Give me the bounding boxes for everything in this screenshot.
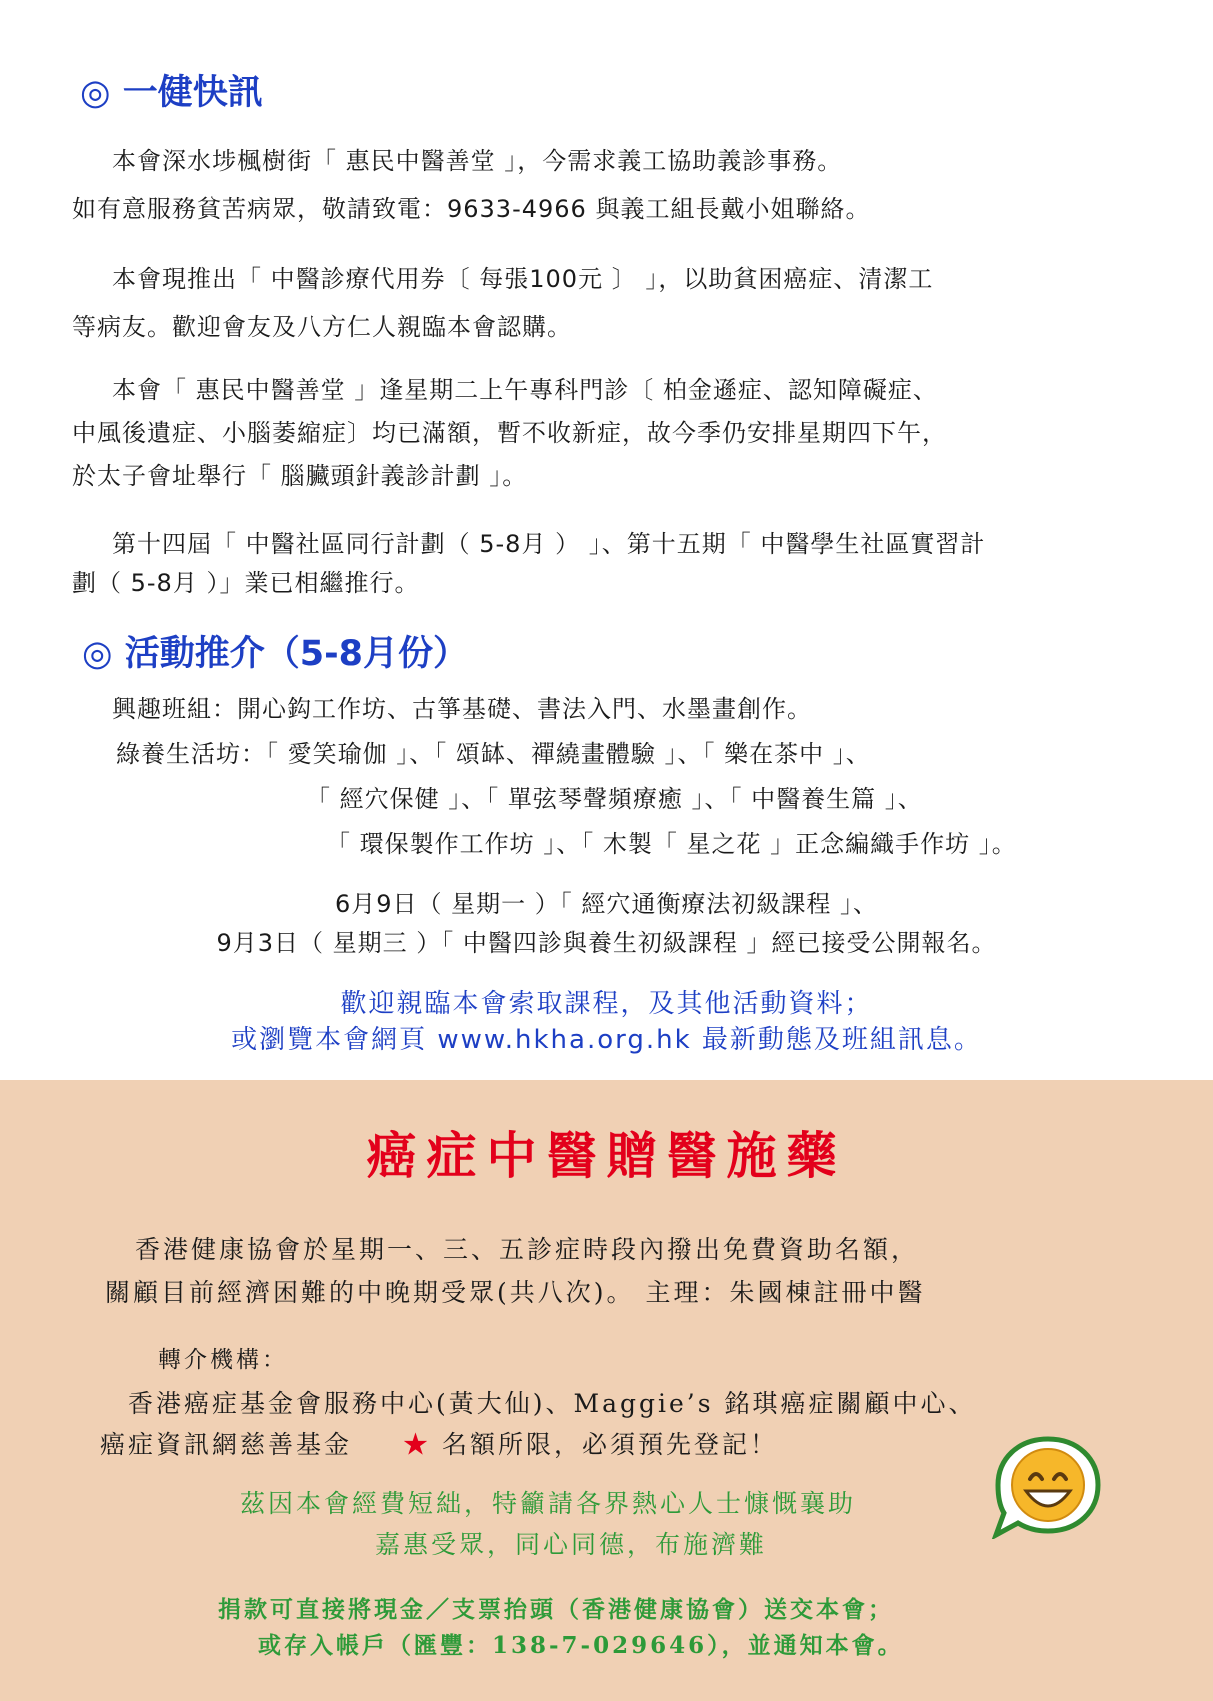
contact-invite-line-2: 或瀏覽本會網頁 www.hkha.org.hk 最新動態及班組訊息。 (231, 1025, 982, 1055)
activities-wellness-line-1: 綠養生活坊：「 愛笑瑜伽 」、「 頌缽、禪繞畫體驗 」、「 樂在茶中 」、 (116, 740, 871, 768)
referral-label: 轉介機構： (158, 1347, 288, 1373)
referral-agencies-line-2 (100, 1430, 778, 1460)
activities-wellness-line-3: 「 環保製作工作坊 」、「 木製「 星之花 」正念編織手作坊 」。 (326, 830, 1017, 858)
news-paragraph-1-line-2: 如有意服務貧苦病眾，敬請致電：9633-4966 與義工組長戴小姐聯絡。 (72, 195, 871, 223)
panel-title: 癌症中醫贈醫施藥 (366, 1126, 847, 1185)
star-icon: ★ (402, 1430, 431, 1459)
referral-agencies-line-1: 香港癌症基金會服務中心(黃大仙)、Maggie’s 銘琪癌症關顧中心、 (128, 1389, 977, 1418)
news-paragraph-2-line-2: 等病友。歡迎會友及八方仁人親臨本會認購。 (72, 313, 572, 341)
activities-wellness-line-2: 「 經穴保健 」、「 單弦琴聲頻療癒 」、「 中醫養生篇 」、 (306, 785, 923, 813)
referral-agency-name: 癌症資訊網慈善基金 (100, 1430, 353, 1459)
donation-appeal-line-2: 嘉惠受眾，同心同德，布施濟難 (375, 1530, 768, 1559)
cancer-medical-aid-panel (0, 1080, 1213, 1701)
activities-interest-classes: 興趣班組：開心鈎工作坊、古箏基礎、書法入門、水墨畫創作。 (112, 695, 812, 723)
contact-invite-line-1: 歡迎親臨本會索取課程，及其他活動資料； (340, 989, 873, 1019)
panel-intro-line-1: 香港健康協會於星期一、三、五診症時段內撥出免費資助名額， (135, 1235, 920, 1264)
panel-intro-line-2: 關顧目前經濟困難的中晚期受眾(共八次)。 主理：朱國棟註冊中醫 (105, 1278, 926, 1307)
news-paragraph-4-line-2: 劃（ 5-8月 ）」業已相繼推行。 (72, 569, 420, 597)
course-announcement-line-1: 6月9日（ 星期一 ）「 經穴通衡療法初級課程 」、 (334, 890, 879, 918)
smiling-emoji-speech-bubble-icon (990, 1435, 1102, 1539)
section-heading-activities: ◎ 活動推介（5-8月份） (82, 634, 468, 674)
course-announcement-line-2: 9月3日（ 星期三 ）「 中醫四診與養生初級課程 」經已接受公開報名。 (216, 929, 997, 957)
donation-method-line-1: 捐款可直接將現金／支票抬頭（香港健康協會）送交本會； (218, 1596, 894, 1623)
news-paragraph-4-line-1: 第十四屆「 中醫社區同行計劃（ 5-8月 ） 」、第十五期「 中醫學生社區實習計 (112, 530, 986, 558)
registration-notice: 名額所限，必須預先登記！ (441, 1430, 778, 1459)
news-paragraph-3-line-2: 中風後遺症、小腦萎縮症〕均已滿額，暫不收新症，故今季仍安排星期四下午， (72, 419, 947, 447)
donation-method-line-2: 或存入帳戶（匯豐：138-7-029646），並通知本會。 (258, 1632, 904, 1659)
news-paragraph-3-line-3: 於太子會址舉行「 腦臟頭針義診計劃 」。 (72, 462, 528, 490)
news-paragraph-2-line-1: 本會現推出「 中醫診療代用券〔 每張100元 〕 」，以助貧困癌症、清潔工 (112, 265, 934, 293)
section-heading-news: ◎ 一健快訊 (80, 73, 263, 113)
donation-appeal-line-1: 茲因本會經費短絀，特籲請各界熱心人士慷慨襄助 (240, 1489, 857, 1518)
news-paragraph-1-line-1: 本會深水埗楓樹街「 惠民中醫善堂 」，今需求義工協助義診事務。 (112, 147, 843, 175)
news-paragraph-3-line-1: 本會「 惠民中醫善堂 」逢星期二上午專科門診〔 柏金遜症、認知障礙症、 (112, 376, 938, 404)
